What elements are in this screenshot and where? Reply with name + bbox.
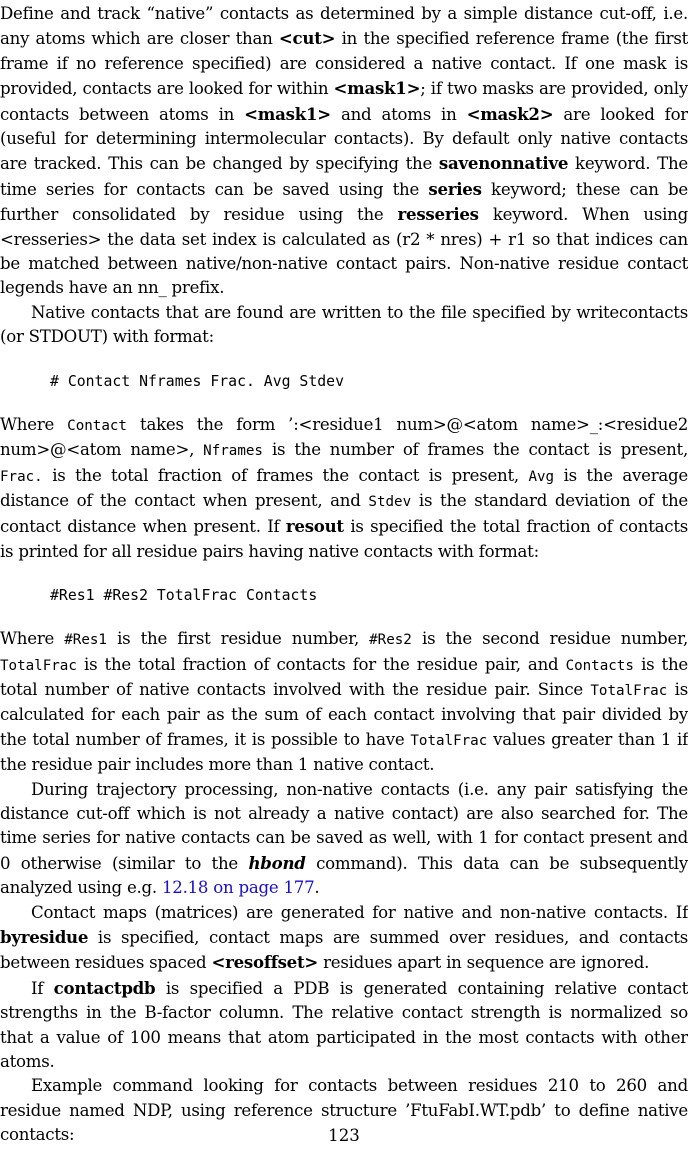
code-stdev: Stdev <box>368 493 412 510</box>
paragraph-example: Example command looking for contacts between residues 210 to 260 and residue named NDP, using reference structure ’FtuFabI.WT.pdb’ to define native contacts: <box>0 1076 688 1145</box>
paragraph-contactpdb: If contactpdb is specified a PDB is generated containing relative contact strengths in the B-factor column. The relative contact strength is normalized so that a value of 100 means that atom participated in the most contacts with other atoms. <box>0 977 688 1072</box>
keyword-series: series <box>428 178 482 199</box>
code-res2: #Res2 <box>369 632 412 649</box>
keyword-cut: <cut> <box>278 28 336 49</box>
keyword-hbond: hbond <box>248 852 306 873</box>
paragraph-writecontacts: Native contacts that are found are written to the file specified by writecontacts (or STDOUT) with format: <box>0 302 688 347</box>
code-residue-format: #Res1 #Res2 TotalFrac Contacts <box>50 587 318 605</box>
keyword-mask2: <mask2> <box>466 103 554 124</box>
code-contact: Contact <box>67 417 127 434</box>
paragraph-non-native: During trajectory processing, non-native contacts (i.e. any pair satisfying the distance cut-off which is not already a native contact) are also searched for. The time series for native contacts can be saved as well, with 1 for contact present and 0 otherwise (similar to the hbond command). This data can be subsequently analyzed using e.g. 12.18 on page 177. <box>0 779 688 898</box>
paragraph-contact-maps: Contact maps (matrices) are generated for native and non-native contacts. If byresidue is specified, contact maps are summed over residues, and contacts between residues spaced <resoffset> residues apart in sequence are ignored. <box>0 902 688 973</box>
code-totalfrac: TotalFrac <box>590 682 668 699</box>
keyword-resoffset: <resoffset> <box>211 952 319 973</box>
paragraph-residue-fields: Where #Res1 is the first residue number, #Res2 is the second residue number, TotalFrac is the total fraction of contacts for the residue pair, and Contacts is the total number of native contacts involved with the residue pair. Since TotalFrac is calculated for each pair as the sum of each contact involving that pair divided by the total number of frames, it is possible to have TotalFrac values greater than 1 if the residue pair includes more than 1 native contact. <box>0 629 688 775</box>
code-totalfrac: TotalFrac <box>0 657 77 674</box>
keyword-contactpdb: contactpdb <box>53 977 156 998</box>
keyword-resout: resout <box>285 516 344 537</box>
section-reference-link[interactable]: 12.18 on page 177 <box>161 878 315 898</box>
keyword-mask1: <mask1> <box>333 78 421 99</box>
code-res1: #Res1 <box>64 632 107 649</box>
paragraph-native-contacts-intro: Define and track “native” contacts as determined by a simple distance cut-off, i.e. any atoms which are closer than <cut> in the specified reference frame (the first frame if no reference specified) are considered a native contact. If one mask is provided, contacts are looked for within <mask1>; if two masks are provided, only contacts between atoms in <mask1> and atoms in <mask2> are looked for (useful for determining intermolecular contacts). By default only native contacts are tracked. This can be changed by specifying the savenonnative keyword. The time series for contacts can be saved using the series keyword; these can be further consolidated by residue using the resseries keyword. When using <resseries> the data set index is calculated as (r2 * nres) + r1 so that indices can be matched between native/non-native contact pairs. Non-native residue contact legends have an nn_ prefix. <box>0 4 688 298</box>
code-avg: Avg <box>528 468 555 485</box>
keyword-byresidue: byresidue <box>0 927 89 947</box>
keyword-mask1: <mask1> <box>244 103 331 124</box>
code-frac: Frac. <box>0 468 43 485</box>
code-contacts: Contacts <box>565 657 634 674</box>
keyword-savenonnative: savenonnative <box>438 153 569 174</box>
code-totalfrac: TotalFrac <box>410 732 488 749</box>
code-contact-format: # Contact Nframes Frac. Avg Stdev <box>50 372 344 390</box>
code-nframes: Nframes <box>203 443 263 460</box>
document-page <box>0 2 688 1148</box>
keyword-resseries: resseries <box>397 204 479 225</box>
page-number: 123 <box>328 1126 360 1145</box>
paragraph-contact-fields: Where Contact takes the form ’:<residue1 num>@<atom name>_:<residue2 num>@<atom name>, Nframes is the number of frames the contact is present, Frac. is the total fraction of frames the contact is present, Avg is the average distance of the contact when present, and Stdev is the standard deviation of the contact distance when present. If resout is specified the total fraction of contacts is printed for all residue pairs having native contacts with format: <box>0 414 688 561</box>
